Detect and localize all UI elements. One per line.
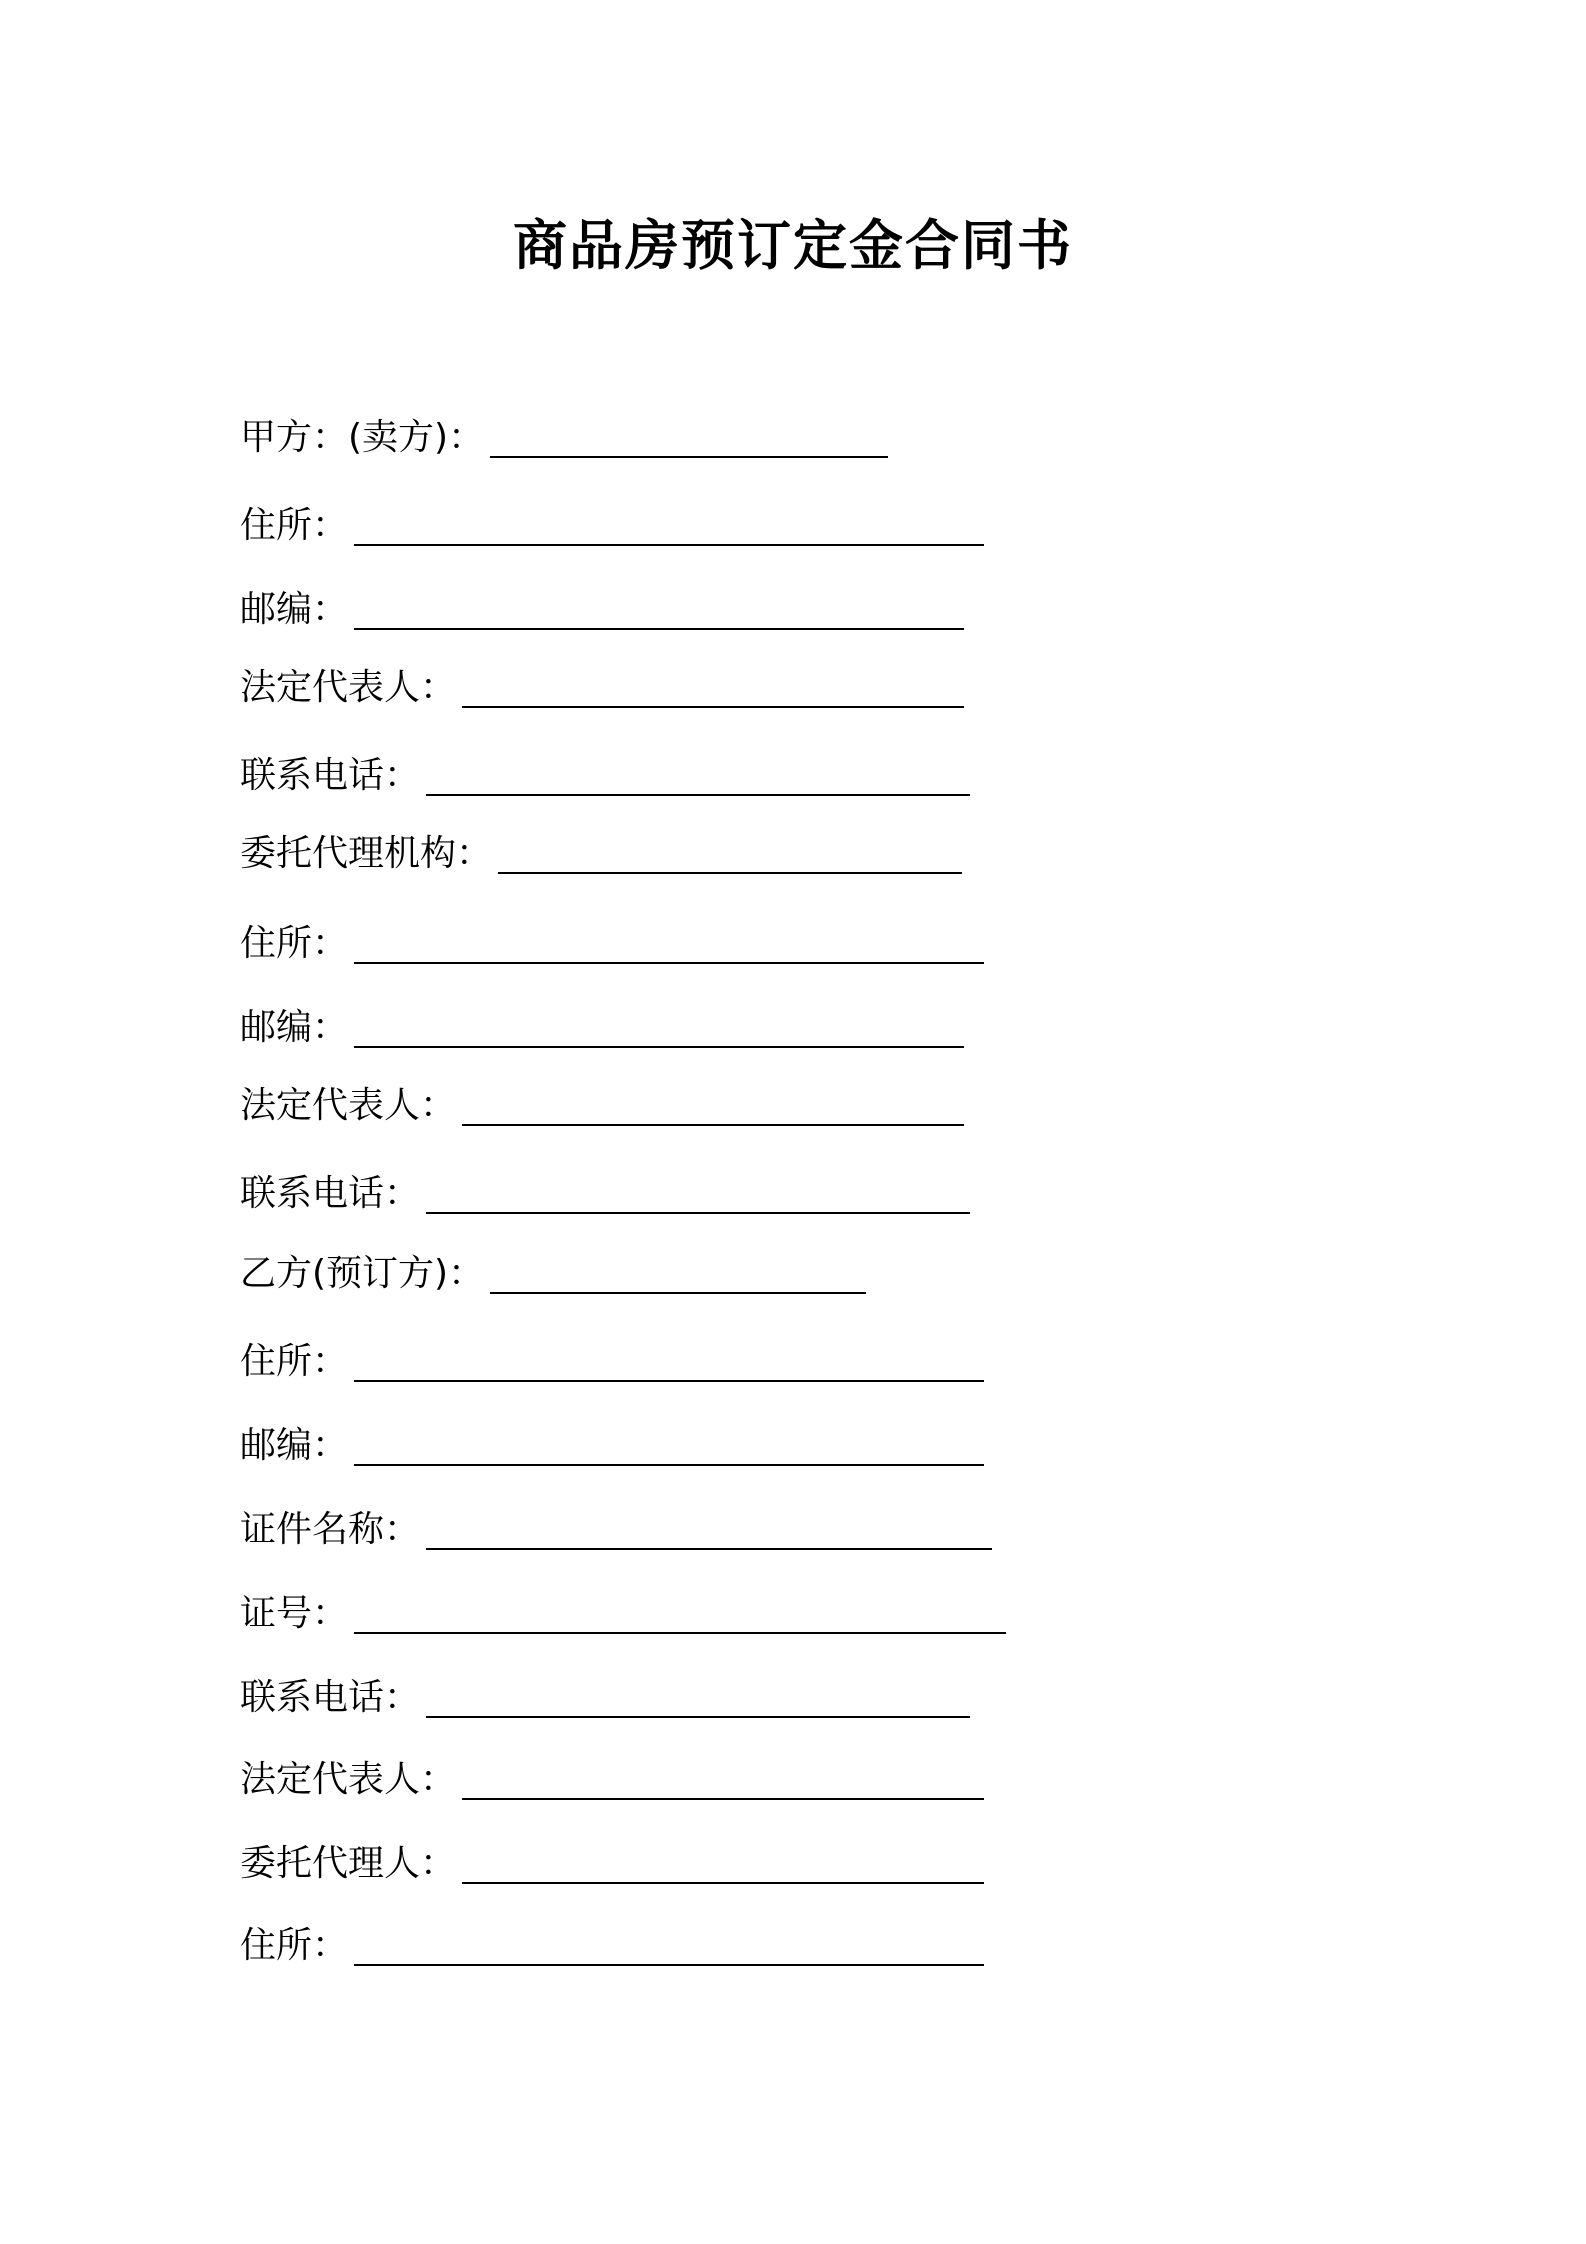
- fill-in-blank[interactable]: [462, 1842, 984, 1884]
- field-agency: [240, 830, 962, 878]
- field-label: 邮编：: [240, 1425, 349, 1466]
- field-party-b-agent-address: [240, 1922, 984, 1970]
- fill-in-blank[interactable]: [490, 416, 888, 458]
- document-title: 商品房预订定金合同书: [513, 214, 1073, 277]
- field-label: 证件名称：: [240, 1509, 421, 1550]
- fill-in-blank[interactable]: [426, 1508, 992, 1550]
- field-party-b-address: [240, 1338, 984, 1386]
- field-party-b-agent: [240, 1840, 984, 1888]
- field-label: 邮编：: [240, 1007, 349, 1048]
- field-party-a-postcode: [240, 586, 964, 634]
- field-label: 邮编：: [240, 589, 349, 630]
- field-label: 住所：: [240, 1925, 349, 1966]
- fill-in-blank[interactable]: [462, 1084, 964, 1126]
- fill-in-blank[interactable]: [354, 1592, 1006, 1634]
- fill-in-blank[interactable]: [354, 922, 984, 964]
- field-label: 乙方(预订方)：: [240, 1253, 485, 1294]
- fill-in-blank[interactable]: [490, 1252, 866, 1294]
- fill-in-blank[interactable]: [426, 1172, 970, 1214]
- fill-in-blank[interactable]: [462, 666, 964, 708]
- field-label: 住所：: [240, 923, 349, 964]
- field-party-b-legal-rep: [240, 1756, 984, 1804]
- field-label: 法定代表人：: [240, 667, 457, 708]
- field-label: 住所：: [240, 1341, 349, 1382]
- field-label: 委托代理机构：: [240, 833, 493, 874]
- field-party-b-id-type: [240, 1506, 992, 1554]
- field-agency-address: [240, 920, 984, 968]
- fill-in-blank[interactable]: [462, 1758, 984, 1800]
- fill-in-blank[interactable]: [426, 754, 970, 796]
- fill-in-blank[interactable]: [354, 1424, 984, 1466]
- fill-in-blank[interactable]: [354, 588, 964, 630]
- field-agency-phone: [240, 1170, 970, 1218]
- field-label: 联系电话：: [240, 1677, 421, 1718]
- field-party-b-id-number: [240, 1590, 1006, 1638]
- field-party-b-buyer: [240, 1250, 866, 1298]
- fill-in-blank[interactable]: [354, 1924, 984, 1966]
- field-label: 法定代表人：: [240, 1085, 457, 1126]
- field-party-a-legal-rep: [240, 664, 964, 712]
- field-agency-legal-rep: [240, 1082, 964, 1130]
- field-label: 证号：: [240, 1593, 349, 1634]
- field-label: 住所：: [240, 505, 349, 546]
- field-party-a-address: [240, 502, 984, 550]
- field-label: 联系电话：: [240, 1173, 421, 1214]
- fill-in-blank[interactable]: [354, 1340, 984, 1382]
- field-label: 委托代理人：: [240, 1843, 457, 1884]
- fill-in-blank[interactable]: [354, 504, 984, 546]
- field-party-a-phone: [240, 752, 970, 800]
- field-party-a-seller: [240, 414, 888, 462]
- field-label: 甲方：(卖方)：: [240, 417, 485, 458]
- field-agency-postcode: [240, 1004, 964, 1052]
- fill-in-blank[interactable]: [426, 1676, 970, 1718]
- field-party-b-phone: [240, 1674, 970, 1722]
- field-party-b-postcode: [240, 1422, 984, 1470]
- field-label: 联系电话：: [240, 755, 421, 796]
- fill-in-blank[interactable]: [498, 832, 962, 874]
- fill-in-blank[interactable]: [354, 1006, 964, 1048]
- field-label: 法定代表人：: [240, 1759, 457, 1800]
